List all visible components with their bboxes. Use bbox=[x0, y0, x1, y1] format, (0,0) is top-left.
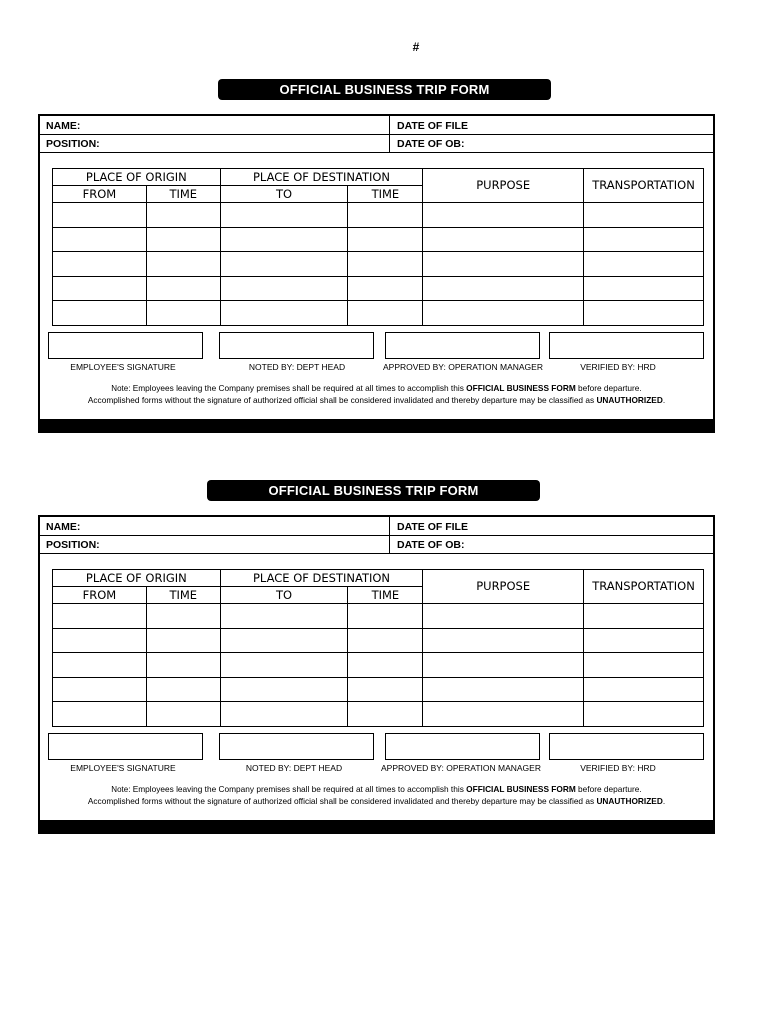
from-cell[interactable] bbox=[53, 301, 147, 326]
time-cell[interactable] bbox=[348, 677, 423, 702]
trip-table bbox=[52, 569, 704, 727]
transportation-cell[interactable] bbox=[584, 203, 704, 228]
time-cell[interactable] bbox=[146, 301, 220, 326]
employee-signature-label: EMPLOYEE'S SIGNATURE bbox=[70, 362, 176, 372]
ops-manager-signature-box[interactable] bbox=[385, 733, 540, 760]
transportation-cell[interactable] bbox=[584, 301, 704, 326]
date-of-ob-label: DATE OF OB: bbox=[397, 539, 465, 551]
form-title: OFFICIAL BUSINESS TRIP FORM bbox=[207, 480, 540, 501]
divider bbox=[40, 553, 713, 554]
transportation-cell[interactable] bbox=[584, 276, 704, 301]
note-line-2: Accomplished forms without the signature of authorized official shall be considered invalidated and thereby departure may be classified as UNAUTHORIZED. bbox=[87, 395, 666, 405]
purpose-cell[interactable] bbox=[423, 276, 584, 301]
time-cell[interactable] bbox=[146, 677, 220, 702]
divider bbox=[40, 152, 713, 153]
purpose-cell[interactable] bbox=[423, 252, 584, 277]
hrd-signature-box[interactable] bbox=[549, 733, 704, 760]
from-cell[interactable] bbox=[53, 227, 147, 252]
table-row bbox=[53, 227, 704, 252]
place-of-origin-header: PLACE OF ORIGIN bbox=[53, 570, 221, 587]
from-cell[interactable] bbox=[53, 677, 147, 702]
ops-manager-label: APPROVED BY: OPERATION MANAGER bbox=[381, 763, 541, 773]
time-cell[interactable] bbox=[146, 653, 220, 678]
time-cell[interactable] bbox=[146, 227, 220, 252]
table-row bbox=[53, 628, 704, 653]
time-cell[interactable] bbox=[348, 702, 423, 727]
to-cell[interactable] bbox=[220, 604, 348, 629]
time-cell[interactable] bbox=[348, 653, 423, 678]
date-of-file-label: DATE OF FILE bbox=[397, 521, 468, 533]
from-cell[interactable] bbox=[53, 252, 147, 277]
page-hash-mark: # bbox=[412, 40, 420, 54]
purpose-cell[interactable] bbox=[423, 653, 584, 678]
to-header: TO bbox=[220, 186, 348, 203]
transportation-cell[interactable] bbox=[584, 227, 704, 252]
name-label: NAME: bbox=[46, 120, 81, 132]
name-row bbox=[40, 116, 713, 134]
note-label: Note: bbox=[111, 785, 131, 794]
form-title: OFFICIAL BUSINESS TRIP FORM bbox=[218, 79, 551, 100]
purpose-header: PURPOSE bbox=[423, 570, 584, 604]
transportation-cell[interactable] bbox=[584, 604, 704, 629]
time-header: TIME bbox=[146, 587, 220, 604]
from-header: FROM bbox=[53, 587, 147, 604]
employee-signature-box[interactable] bbox=[48, 332, 203, 359]
date-of-ob-label: DATE OF OB: bbox=[397, 138, 465, 150]
time-cell[interactable] bbox=[146, 604, 220, 629]
time-cell[interactable] bbox=[146, 252, 220, 277]
purpose-cell[interactable] bbox=[423, 628, 584, 653]
to-cell[interactable] bbox=[220, 702, 348, 727]
purpose-cell[interactable] bbox=[423, 227, 584, 252]
date-of-file-label: DATE OF FILE bbox=[397, 120, 468, 132]
to-cell[interactable] bbox=[220, 252, 348, 277]
to-cell[interactable] bbox=[220, 653, 348, 678]
time-cell[interactable] bbox=[348, 227, 423, 252]
time-cell[interactable] bbox=[348, 252, 423, 277]
to-cell[interactable] bbox=[220, 628, 348, 653]
time-cell[interactable] bbox=[348, 628, 423, 653]
time-cell[interactable] bbox=[348, 604, 423, 629]
purpose-cell[interactable] bbox=[423, 677, 584, 702]
hrd-label: VERIFIED BY: HRD bbox=[580, 362, 656, 372]
purpose-cell[interactable] bbox=[423, 604, 584, 629]
table-row bbox=[53, 653, 704, 678]
time-cell[interactable] bbox=[348, 203, 423, 228]
table-row bbox=[53, 702, 704, 727]
transportation-header: TRANSPORTATION bbox=[584, 570, 704, 604]
time-cell[interactable] bbox=[146, 702, 220, 727]
employee-signature-box[interactable] bbox=[48, 733, 203, 760]
to-header: TO bbox=[220, 587, 348, 604]
purpose-cell[interactable] bbox=[423, 203, 584, 228]
transportation-cell[interactable] bbox=[584, 702, 704, 727]
form-frame bbox=[38, 114, 715, 433]
table-row bbox=[53, 604, 704, 629]
note-line-2: Accomplished forms without the signature of authorized official shall be considered invalidated and thereby departure may be classified as UNAUTHORIZED. bbox=[87, 796, 666, 806]
note-line-1: Note: Employees leaving the Company premises shall be required at all times to accomplish this OFFICIAL BUSINESS FORM before departure. bbox=[111, 383, 642, 393]
to-cell[interactable] bbox=[220, 227, 348, 252]
to-cell[interactable] bbox=[220, 677, 348, 702]
frame-bottom-bar bbox=[40, 820, 713, 832]
dept-head-label: NOTED BY: DEPT HEAD bbox=[245, 763, 343, 773]
transportation-cell[interactable] bbox=[584, 653, 704, 678]
business-trip-form-1 bbox=[0, 79, 768, 439]
table-row bbox=[53, 677, 704, 702]
time-header: TIME bbox=[146, 186, 220, 203]
frame-bottom-bar bbox=[40, 419, 713, 431]
to-cell[interactable] bbox=[220, 301, 348, 326]
from-cell[interactable] bbox=[53, 276, 147, 301]
table-row bbox=[53, 203, 704, 228]
dept-head-label: NOTED BY: DEPT HEAD bbox=[248, 362, 346, 372]
time-header: TIME bbox=[348, 587, 423, 604]
hrd-label: VERIFIED BY: HRD bbox=[580, 763, 656, 773]
name-label: NAME: bbox=[46, 521, 81, 533]
position-row bbox=[40, 134, 713, 152]
place-of-destination-header: PLACE OF DESTINATION bbox=[220, 169, 423, 186]
dept-head-signature-box[interactable] bbox=[219, 332, 374, 359]
ops-manager-label: APPROVED BY: OPERATION MANAGER bbox=[383, 362, 543, 372]
from-cell[interactable] bbox=[53, 702, 147, 727]
place-of-destination-header: PLACE OF DESTINATION bbox=[220, 570, 423, 587]
dept-head-signature-box[interactable] bbox=[219, 733, 374, 760]
transportation-cell[interactable] bbox=[584, 252, 704, 277]
note-label: Note: bbox=[111, 384, 131, 393]
form-frame bbox=[38, 515, 715, 834]
transportation-cell[interactable] bbox=[584, 628, 704, 653]
hrd-signature-box[interactable] bbox=[549, 332, 704, 359]
from-cell[interactable] bbox=[53, 628, 147, 653]
ops-manager-signature-box[interactable] bbox=[385, 332, 540, 359]
info-divider bbox=[389, 517, 390, 553]
from-cell[interactable] bbox=[53, 604, 147, 629]
trip-table bbox=[52, 168, 704, 326]
to-cell[interactable] bbox=[220, 203, 348, 228]
time-cell[interactable] bbox=[146, 276, 220, 301]
position-row bbox=[40, 535, 713, 553]
position-label: POSITION: bbox=[46, 539, 100, 551]
time-header: TIME bbox=[348, 186, 423, 203]
transportation-cell[interactable] bbox=[584, 677, 704, 702]
from-cell[interactable] bbox=[53, 653, 147, 678]
purpose-cell[interactable] bbox=[423, 702, 584, 727]
table-row bbox=[53, 301, 704, 326]
to-cell[interactable] bbox=[220, 276, 348, 301]
time-cell[interactable] bbox=[146, 628, 220, 653]
table-row bbox=[53, 252, 704, 277]
time-cell[interactable] bbox=[348, 301, 423, 326]
purpose-cell[interactable] bbox=[423, 301, 584, 326]
purpose-header: PURPOSE bbox=[423, 169, 584, 203]
table-row bbox=[53, 276, 704, 301]
note-line-1: Note: Employees leaving the Company premises shall be required at all times to accomplish this OFFICIAL BUSINESS FORM before departure. bbox=[111, 784, 642, 794]
time-cell[interactable] bbox=[348, 276, 423, 301]
from-cell[interactable] bbox=[53, 203, 147, 228]
time-cell[interactable] bbox=[146, 203, 220, 228]
employee-signature-label: EMPLOYEE'S SIGNATURE bbox=[70, 763, 176, 773]
from-header: FROM bbox=[53, 186, 147, 203]
info-divider bbox=[389, 116, 390, 152]
place-of-origin-header: PLACE OF ORIGIN bbox=[53, 169, 221, 186]
name-row bbox=[40, 517, 713, 535]
position-label: POSITION: bbox=[46, 138, 100, 150]
transportation-header: TRANSPORTATION bbox=[584, 169, 704, 203]
business-trip-form-2 bbox=[0, 480, 768, 840]
